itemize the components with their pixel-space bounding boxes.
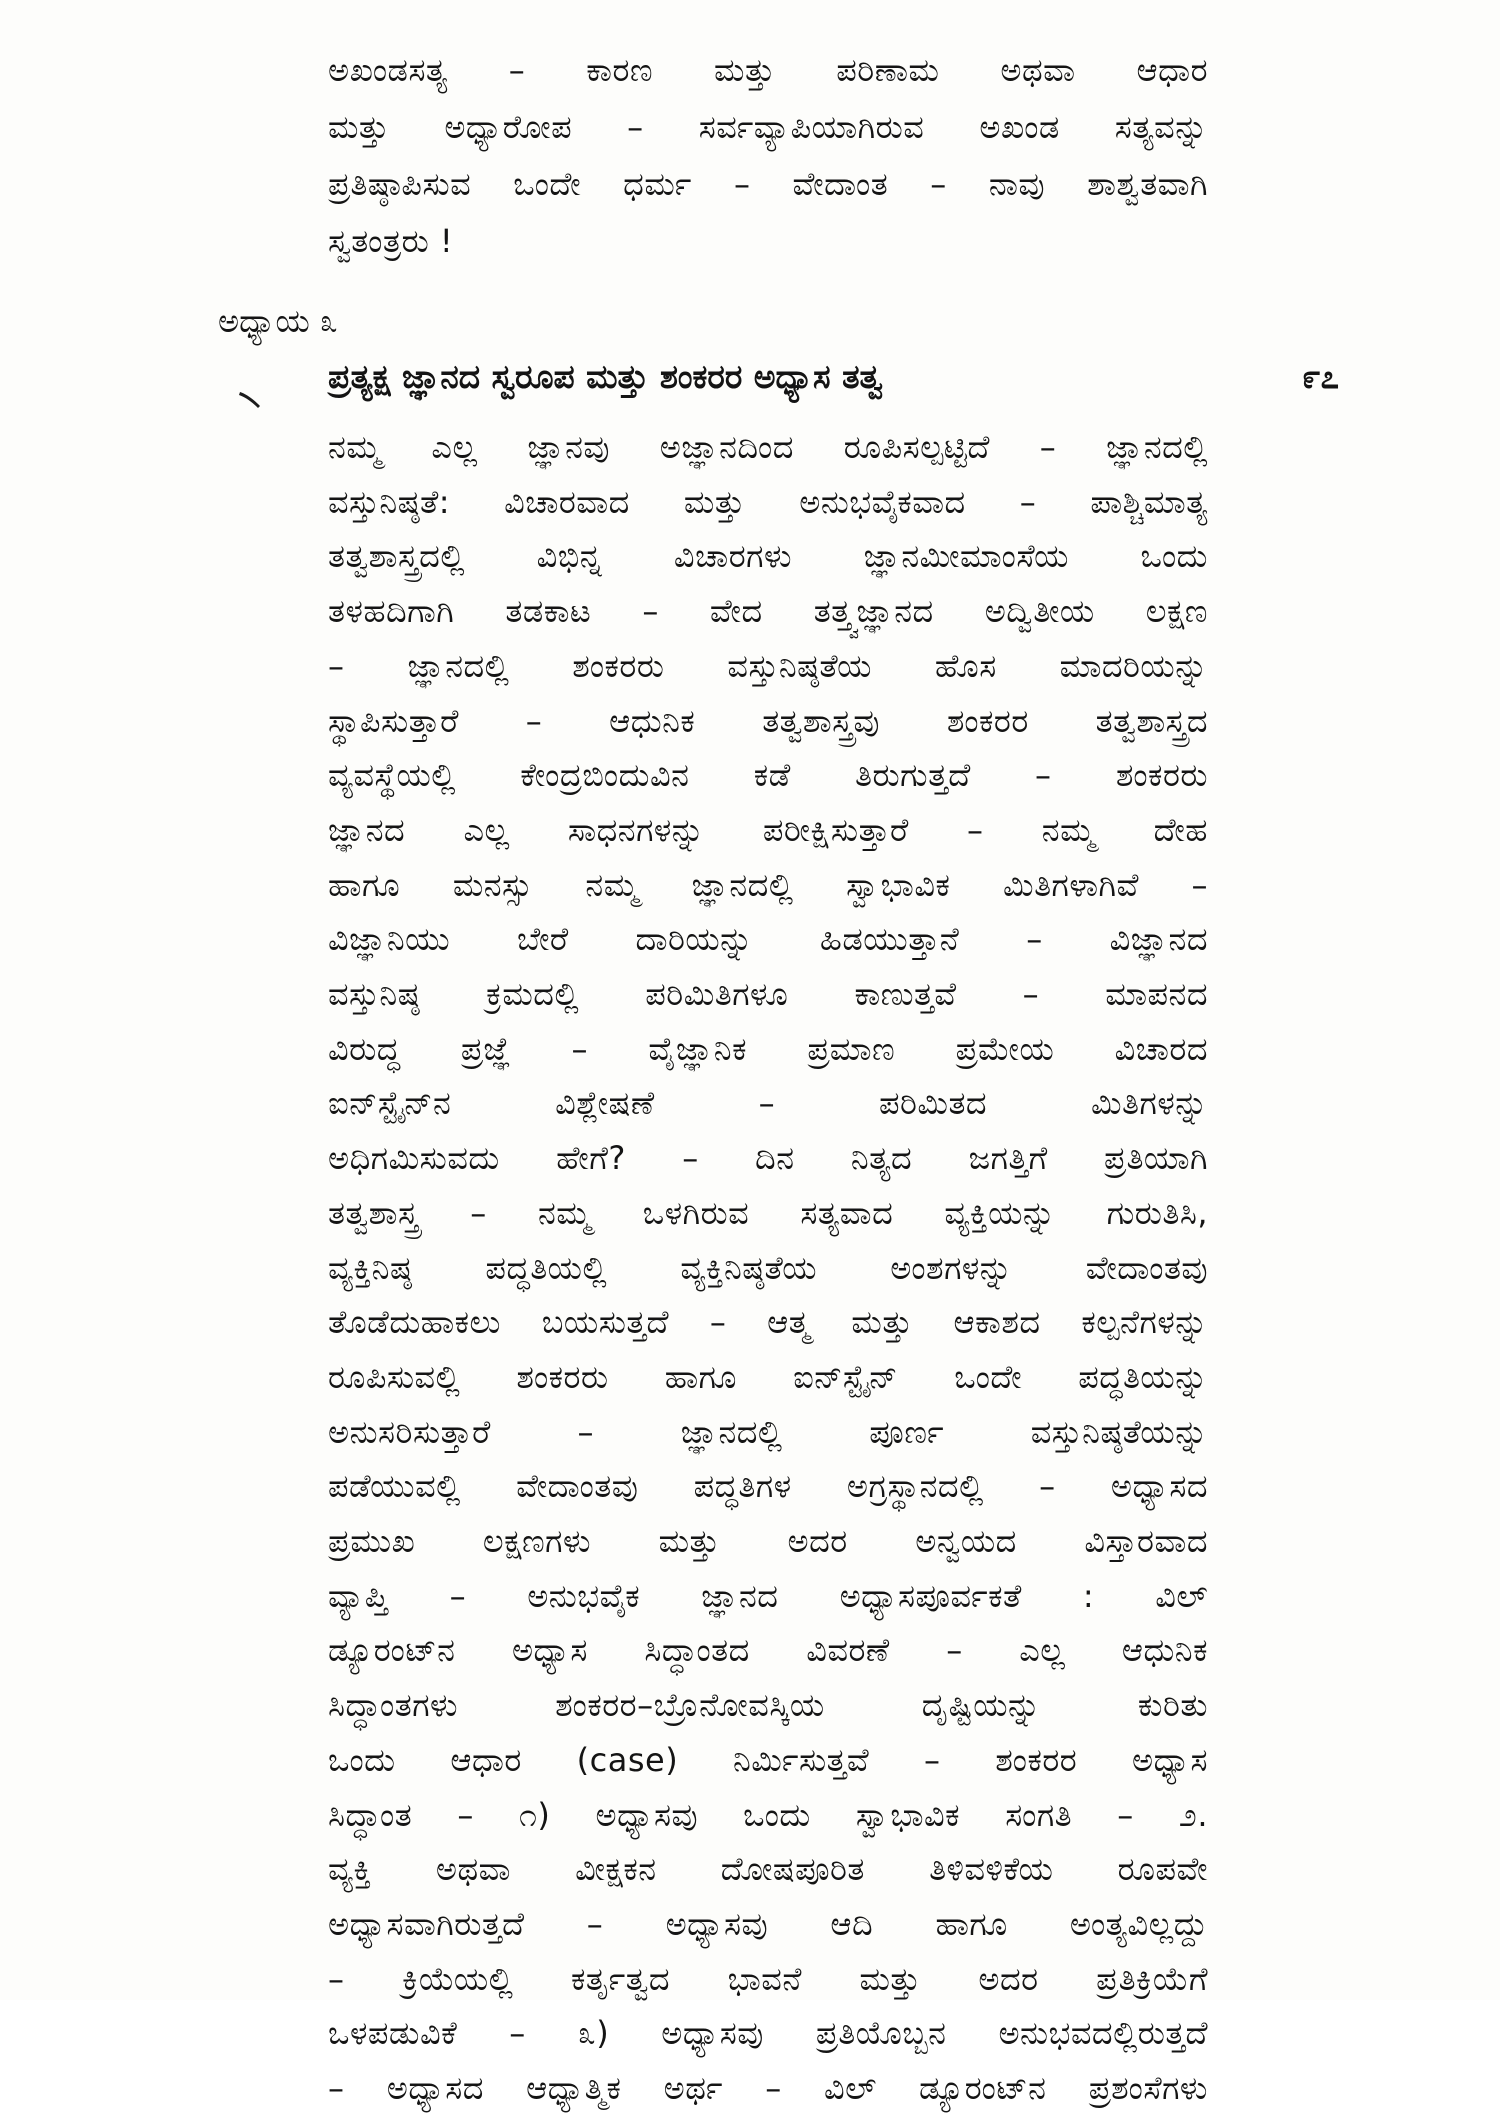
chapter-title: ಪ್ರತ್ಯಕ್ಷ ಜ್ಞಾನದ ಸ್ವರೂಪ ಮತ್ತು ಶಂಕರರ ಅಧ್ಯಾಸ ತತ್ವ	[328, 357, 883, 396]
synopsis-line: ಸ್ಥಾಪಿಸುತ್ತಾರೆ – ಆಧುನಿಕ ತತ್ವಶಾಸ್ತ್ರವು ಶಂಕರರ ತತ್ವಶಾಸ್ತ್ರದ	[328, 701, 1208, 740]
synopsis-line: ಅಧ್ಯಾಸವಾಗಿರುತ್ತದೆ – ಅಧ್ಯಾಸವು ಆದಿ ಹಾಗೂ ಅಂತ್ಯವಿಲ್ಲದ್ದು	[328, 1904, 1208, 1943]
synopsis-line: ವ್ಯಕ್ತಿನಿಷ್ಠ ಪದ್ಧತಿಯಲ್ಲಿ ವ್ಯಕ್ತಿನಿಷ್ಠತೆಯ ಅಂಶಗಳನ್ನು ವೇದಾಂತವು	[328, 1248, 1208, 1287]
synopsis-line: ವಸ್ತುನಿಷ್ಠತೆ: ವಿಚಾರವಾದ ಮತ್ತು ಅನುಭವೈಕವಾದ – ಪಾಶ್ಚಿಮಾತ್ಯ	[328, 482, 1208, 521]
previous-chapter-summary	[328, 42, 1208, 270]
pen-mark-icon	[238, 388, 266, 410]
summary-line: ಅಖಂಡಸತ್ಯ – ಕಾರಣ ಮತ್ತು ಪರಿಣಾಮ ಅಥವಾ ಆಧಾರ	[328, 51, 1208, 89]
chapter-synopsis	[328, 420, 1208, 2116]
synopsis-line: ವ್ಯಾಪ್ತಿ – ಅನುಭವೈಕ ಜ್ಞಾನದ ಅಧ್ಯಾಸಪೂರ್ವಕತೆ : ವಿಲ್	[328, 1576, 1208, 1615]
synopsis-line: ತತ್ವಶಾಸ್ತ್ರದಲ್ಲಿ ವಿಭಿನ್ನ ವಿಚಾರಗಳು ಜ್ಞಾನಮೀಮಾಂಸೆಯ ಒಂದು	[328, 537, 1208, 576]
synopsis-line: ವ್ಯವಸ್ಥೆಯಲ್ಲಿ ಕೇಂದ್ರಬಿಂದುವಿನ ಕಡೆ ತಿರುಗುತ್ತದೆ – ಶಂಕರರು	[328, 756, 1208, 795]
synopsis-line: ನಮ್ಮ ಎಲ್ಲ ಜ್ಞಾನವು ಅಜ್ಞಾನದಿಂದ ರೂಪಿಸಲ್ಪಟ್ಟಿದೆ – ಜ್ಞಾನದಲ್ಲಿ	[328, 428, 1208, 466]
summary-line: ಸ್ವತಂತ್ರರು !	[328, 222, 454, 260]
synopsis-line: ತೊಡೆದುಹಾಕಲು ಬಯಸುತ್ತದೆ – ಆತ್ಮ ಮತ್ತು ಆಕಾಶದ ಕಲ್ಪನೆಗಳನ್ನು	[328, 1303, 1208, 1342]
chapter-label: ಅಧ್ಯಾಯ ೩	[218, 302, 338, 340]
page-number: ೯೭	[1302, 357, 1339, 396]
synopsis-line: ತಳಹದಿಗಾಗಿ ತಡಕಾಟ – ವೇದ ತತ್ತ್ವಜ್ಞಾನದ ಅದ್ವಿತೀಯ ಲಕ್ಷಣ	[328, 592, 1208, 631]
synopsis-line: ಒಂದು ಆಧಾರ (case) ನಿರ್ಮಿಸುತ್ತವೆ – ಶಂಕರರ ಅಧ್ಯಾಸ	[328, 1740, 1208, 1779]
synopsis-line: ತತ್ವಶಾಸ್ತ್ರ – ನಮ್ಮ ಒಳಗಿರುವ ಸತ್ಯವಾದ ವ್ಯಕ್ತಿಯನ್ನು ಗುರುತಿಸಿ,	[328, 1193, 1208, 1232]
synopsis-line: ರೂಪಿಸುವಲ್ಲಿ ಶಂಕರರು ಹಾಗೂ ಐನ್‌ಸ್ಟೈನ್ ಒಂದೇ ಪದ್ಧತಿಯನ್ನು	[328, 1357, 1208, 1396]
synopsis-line: ಸಿದ್ಧಾಂತಗಳು ಶಂಕರರ–ಬ್ರೊನೋವಸ್ಕಿಯ ದೃಷ್ಟಿಯನ್ನು ಕುರಿತು	[328, 1686, 1208, 1725]
synopsis-line: ವಸ್ತುನಿಷ್ಠ ಕ್ರಮದಲ್ಲಿ ಪರಿಮಿತಿಗಳೂ ಕಾಣುತ್ತವೆ – ಮಾಪನದ	[328, 975, 1208, 1014]
summary-line: ಮತ್ತು ಅಧ್ಯಾರೋಪ – ಸರ್ವವ್ಯಾಪಿಯಾಗಿರುವ ಅಖಂಡ ಸತ್ಯವನ್ನು	[328, 108, 1208, 146]
summary-line: ಪ್ರತಿಷ್ಠಾಪಿಸುವ ಒಂದೇ ಧರ್ಮ – ವೇದಾಂತ – ನಾವು ಶಾಶ್ವತವಾಗಿ	[328, 165, 1208, 203]
synopsis-line: ಐನ್‌ಸ್ಟೈನ್‌ನ ವಿಶ್ಲೇಷಣೆ – ಪರಿಮಿತದ ಮಿತಿಗಳನ್ನು	[328, 1084, 1208, 1123]
synopsis-line: ವಿರುದ್ಧ ಪ್ರಜ್ಞೆ – ವೈಜ್ಞಾನಿಕ ಪ್ರಮಾಣ ಪ್ರಮೇಯ ವಿಚಾರದ	[328, 1029, 1208, 1068]
synopsis-line: – ಜ್ಞಾನದಲ್ಲಿ ಶಂಕರರು ವಸ್ತುನಿಷ್ಠತೆಯ ಹೊಸ ಮಾದರಿಯನ್ನು	[328, 646, 1208, 685]
synopsis-line: ಅನುಸರಿಸುತ್ತಾರೆ – ಜ್ಞಾನದಲ್ಲಿ ಪೂರ್ಣ ವಸ್ತುನಿಷ್ಠತೆಯನ್ನು	[328, 1412, 1208, 1451]
synopsis-line: ಸಿದ್ಧಾಂತ – ೧) ಅಧ್ಯಾಸವು ಒಂದು ಸ್ವಾಭಾವಿಕ ಸಂಗತಿ – ೨.	[328, 1795, 1208, 1834]
synopsis-line: ಅಧಿಗಮಿಸುವದು ಹೇಗೆ? – ದಿನ ನಿತ್ಯದ ಜಗತ್ತಿಗೆ ಪ್ರತಿಯಾಗಿ	[328, 1139, 1208, 1178]
synopsis-line: ಜ್ಞಾನದ ಎಲ್ಲ ಸಾಧನಗಳನ್ನು ಪರೀಕ್ಷಿಸುತ್ತಾರೆ – ನಮ್ಮ ದೇಹ	[328, 810, 1208, 849]
synopsis-line: ವಿಜ್ಞಾನಿಯು ಬೇರೆ ದಾರಿಯನ್ನು ಹಿಡಯುತ್ತಾನೆ – ವಿಜ್ಞಾನದ	[328, 920, 1208, 959]
synopsis-line: – ಕ್ರಿಯೆಯಲ್ಲಿ ಕರ್ತೃತ್ವದ ಭಾವನೆ ಮತ್ತು ಅದರ ಪ್ರತಿಕ್ರಿಯೆಗೆ	[328, 1959, 1208, 1998]
synopsis-line: ಒಳಪಡುವಿಕೆ – ೩) ಅಧ್ಯಾಸವು ಪ್ರತಿಯೊಬ್ಬನ ಅನುಭವದಲ್ಲಿರುತ್ತದೆ	[328, 2014, 1208, 2053]
synopsis-line: – ಅಧ್ಯಾಸದ ಆಧ್ಯಾತ್ಮಿಕ ಅರ್ಥ – ವಿಲ್ ಡ್ಯೂರಂಟ್‌ನ ಪ್ರಶಂಸೆಗಳು	[328, 2069, 1208, 2108]
synopsis-line: ಪಡೆಯುವಲ್ಲಿ ವೇದಾಂತವು ಪದ್ಧತಿಗಳ ಅಗ್ರಸ್ಥಾನದಲ್ಲಿ – ಅಧ್ಯಾಸದ	[328, 1467, 1208, 1506]
synopsis-line: ಡ್ಯೂರಂಟ್‌ನ ಅಧ್ಯಾಸ ಸಿದ್ಧಾಂತದ ವಿವರಣೆ – ಎಲ್ಲ ಆಧುನಿಕ	[328, 1631, 1208, 1670]
synopsis-line: ಪ್ರಮುಖ ಲಕ್ಷಣಗಳು ಮತ್ತು ಅದರ ಅನ್ವಯದ ವಿಸ್ತಾರವಾದ	[328, 1522, 1208, 1561]
synopsis-line: ಹಾಗೂ ಮನಸ್ಸು ನಮ್ಮ ಜ್ಞಾನದಲ್ಲಿ ಸ್ವಾಭಾವಿಕ ಮಿತಿಗಳಾಗಿವೆ –	[328, 865, 1208, 904]
synopsis-line: ವ್ಯಕ್ತಿ ಅಥವಾ ವೀಕ್ಷಕನ ದೋಷಪೂರಿತ ತಿಳಿವಳಿಕೆಯ ರೂಪವೇ	[328, 1850, 1208, 1889]
